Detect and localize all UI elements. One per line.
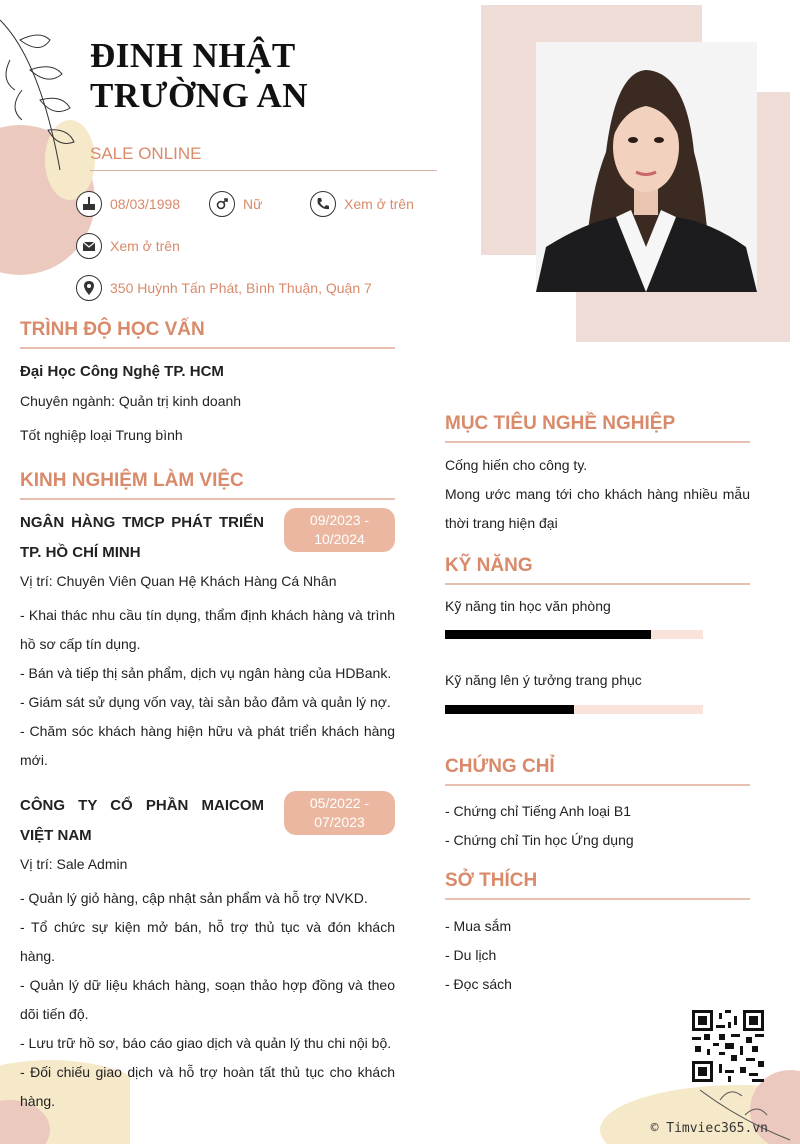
footer-brand[interactable]: © Timviec365.vn xyxy=(650,1121,768,1136)
qr-code[interactable] xyxy=(692,1010,764,1082)
skill-1-bar-fill xyxy=(445,630,651,639)
education-major: Chuyên ngành: Quản trị kinh doanh xyxy=(20,393,242,409)
job-2-duty: - Quản lý giỏ hàng, cập nhật sản phẩm và hỗ trợ NVKD. xyxy=(20,890,368,906)
birthday-cake-icon xyxy=(76,191,102,217)
job-2-duties xyxy=(20,884,395,1116)
envelope-icon xyxy=(76,233,102,259)
job-1-duty: - Bán và tiếp thị sản phẩm, dịch vụ ngân hàng của HDBank. xyxy=(20,665,392,681)
map-pin-icon xyxy=(76,275,102,301)
job-2-date-from: 05/2022 - xyxy=(309,795,370,811)
job-1-date-from: 09/2023 - xyxy=(309,512,370,528)
skill-2-label: Kỹ năng lên ý tưởng trang phục xyxy=(445,672,642,688)
gender-row xyxy=(209,191,262,217)
skills-title: KỸ NĂNG xyxy=(445,555,750,585)
skill-1-label: Kỹ năng tin học văn phòng xyxy=(445,598,611,614)
phone-row xyxy=(310,191,414,217)
education-grade: Tốt nghiệp loại Trung bình xyxy=(20,427,183,443)
hobby-item: - Mua sắm xyxy=(445,918,512,934)
dob-row xyxy=(76,191,180,217)
job-1-duty: - Chăm sóc khách hàng hiện hữu và phát triển khách hàng mới. xyxy=(20,723,395,768)
phone-icon xyxy=(310,191,336,217)
job-2-company: CÔNG TY CỔ PHẦN MAICOM VIỆT NAM xyxy=(20,797,264,844)
phone-value[interactable]: Xem ở trên xyxy=(344,196,414,212)
job-1-date-to: 10/2024 xyxy=(314,531,365,547)
job-2-duty: - Lưu trữ hồ sơ, báo cáo giao dịch và quản lý thu chi nội bộ. xyxy=(20,1035,392,1051)
skill-2-bar-fill xyxy=(445,705,574,714)
job-1-duty: - Khai thác nhu cầu tín dụng, thẩm định khách hàng và trình hồ sơ cấp tín dụng. xyxy=(20,607,395,652)
address-row xyxy=(76,275,372,301)
email-row xyxy=(76,233,180,259)
job-1-company: NGÂN HÀNG TMCP PHÁT TRIỂN TP. HỒ CHÍ MINH xyxy=(20,514,264,561)
profile-photo xyxy=(536,42,757,292)
job-1-position: Vị trí: Chuyên Viên Quan Hệ Khách Hàng Cá Nhân xyxy=(20,573,337,589)
job-2-duty: - Đối chiếu giao dịch và hỗ trợ hoàn tất thủ tục cho khách hàng. xyxy=(20,1064,395,1109)
education-title: TRÌNH ĐỘ HỌC VẤN xyxy=(20,319,395,349)
address-value: 350 Huỳnh Tấn Phát, Bình Thuận, Quận 7 xyxy=(110,280,372,296)
job-2-duty: - Tổ chức sự kiện mở bán, hỗ trợ thủ tục và đón khách hàng. xyxy=(20,919,395,964)
name-line-2: TRƯỜNG AN xyxy=(90,76,309,115)
objective-title: MỤC TIÊU NGHỀ NGHIỆP xyxy=(445,413,750,443)
job-1-date-badge xyxy=(284,508,395,552)
hobby-item: - Du lịch xyxy=(445,947,497,963)
education-school: Đại Học Công Nghệ TP. HCM xyxy=(20,363,224,380)
certificate-item: - Chứng chỉ Tin học Ứng dụng xyxy=(445,832,634,848)
job-2-position: Vị trí: Sale Admin xyxy=(20,856,128,872)
gender-value: Nữ xyxy=(243,196,263,212)
hobby-item: - Đọc sách xyxy=(445,976,512,992)
email-value[interactable]: Xem ở trên xyxy=(110,238,180,254)
experience-title: KINH NGHIỆM LÀM VIỆC xyxy=(20,470,395,500)
certificates-title: CHỨNG CHỈ xyxy=(445,756,750,786)
job-2-duty: - Quản lý dữ liệu khách hàng, soạn thảo hợp đồng và theo dõi tiến độ. xyxy=(20,977,395,1022)
objective-line-1: Cống hiến cho công ty. xyxy=(445,457,588,473)
dob-value: 08/03/1998 xyxy=(110,196,181,212)
job-1-duties xyxy=(20,601,395,775)
name-line-1: ĐINH NHẬT xyxy=(90,36,296,75)
candidate-name xyxy=(90,36,308,116)
job-role: SALE ONLINE xyxy=(90,144,437,171)
gender-icon xyxy=(209,191,235,217)
certificate-item: - Chứng chỉ Tiếng Anh loại B1 xyxy=(445,803,632,819)
job-2-date-badge xyxy=(284,791,395,835)
hobbies-title: SỞ THÍCH xyxy=(445,870,750,900)
job-1-duty: - Giám sát sử dụng vốn vay, tài sản bảo đảm và quản lý nợ. xyxy=(20,694,391,710)
objective-line-2: Mong ước mang tới cho khách hàng nhiều mẫu thời trang hiện đại xyxy=(445,486,750,531)
job-2-date-to: 07/2023 xyxy=(314,814,365,830)
